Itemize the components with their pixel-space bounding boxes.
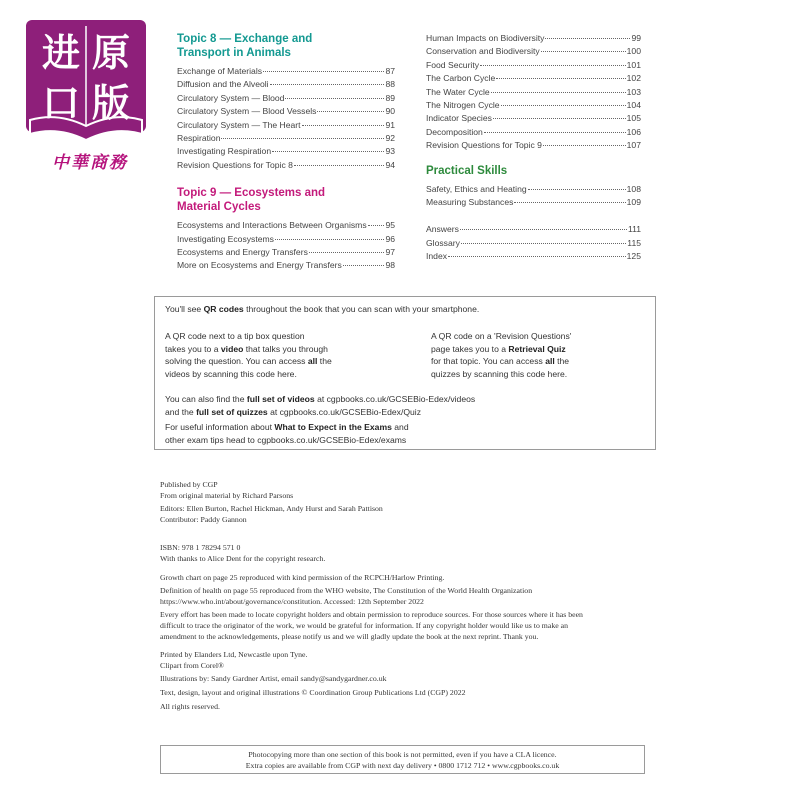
toc-entry-page: 93 [385, 146, 395, 157]
publisher-line: Published by CGP [160, 480, 218, 489]
toc-entry-title: Revision Questions for Topic 9 [426, 140, 542, 151]
logo-char: 口 [41, 81, 80, 125]
toc-entry [426, 250, 641, 263]
qr-codes-info-box [154, 296, 656, 450]
toc-entry [426, 59, 641, 72]
dot-leader [501, 105, 626, 106]
toc-entry-title: Ecosystems and Energy Transfers [177, 247, 308, 258]
original-material-line: From original material by Richard Parsons [160, 490, 294, 500]
toc-entry-page: 97 [385, 247, 395, 258]
dot-leader [480, 65, 626, 66]
dot-leader [545, 38, 630, 39]
toc-entry [177, 78, 395, 91]
toc-entry [177, 119, 395, 132]
toc-entry [426, 237, 641, 250]
logo-char: 版 [91, 81, 130, 125]
dot-leader [543, 145, 626, 146]
toc-entry [426, 45, 641, 58]
copyright-effort-1: Every effort has been made to locate copyright holders and obtain permission to reproduce sources. For those sources where it has been [160, 610, 583, 620]
toc-entry-page: 101 [626, 59, 641, 70]
toc-entry-title: Human Impacts on Biodiversity [426, 33, 545, 43]
toc-entry [426, 86, 641, 99]
dot-leader [448, 256, 626, 257]
dot-leader [491, 92, 626, 93]
dot-leader [263, 71, 384, 72]
toc-entry [177, 219, 395, 232]
illustrations-line: Illustrations by: Sandy Gardner Artist, email sandy@sandygardner.co.uk [160, 674, 387, 684]
extra-copies-notice: Extra copies are available from CGP with next day delivery • 0800 1712 712 • www.cgpbooks.co.uk [245, 761, 560, 770]
toc-entry-page: 92 [385, 133, 395, 144]
topic9-heading: Topic 9 — Ecosystems and Material Cycles [177, 187, 326, 214]
dot-leader [496, 78, 625, 79]
growth-chart-credit: Growth chart on page 25 reproduced with kind permission of the RCPCH/Harlow Printing. [160, 572, 445, 582]
toc-entry-title: More on Ecosystems and Energy Transfers [177, 260, 342, 271]
toc-entry [426, 99, 641, 112]
dot-leader [528, 189, 626, 190]
toc-entry-page: 103 [626, 86, 641, 97]
dot-leader [493, 118, 626, 119]
toc-entry-title: Diffusion and the Alveoli [177, 79, 269, 90]
toc-entry-title: Exchange of Materials [177, 66, 263, 76]
qr-links-text: You can also find the full set of videos at cgpbooks.co.uk/GCSEBio-Edex/videos and the full set of quizzes at cgpbooks.co.uk/GCSEBio-Edex/Quiz For useful information about What to Expect in the Exams and other exam tips head to cgpbooks.co.uk/GCSEBio-Edex/exams [165, 394, 476, 445]
toc-entry-page: 109 [626, 197, 641, 208]
logo-subtitle: 中華商務 [52, 153, 128, 173]
thanks-line: With thanks to Alice Dent for the copyright research. [160, 553, 326, 563]
toc-entry-page: 115 [627, 237, 641, 248]
dot-leader [368, 225, 385, 226]
toc-entry-page: 107 [626, 140, 641, 151]
printer-line: Printed by Elanders Ltd, Newcastle upon Tyne. [160, 650, 308, 660]
toc-entry [177, 233, 395, 246]
toc-entry [177, 145, 395, 158]
qr-intro: You'll see QR codes throughout the book that you can scan with your smartphone. [165, 304, 480, 314]
toc-entry [426, 112, 641, 125]
toc-entry-page: 95 [385, 220, 395, 231]
photocopy-notice: Photocopying more than one section of this book is not permitted, even if you have a CLA licence. [248, 750, 557, 759]
dot-leader [541, 51, 626, 52]
toc-entry-page: 89 [385, 92, 395, 103]
toc-entry [426, 223, 641, 236]
toc-entry [426, 183, 641, 196]
toc-entry-title: The Water Cycle [426, 86, 490, 97]
toc-entry [177, 105, 395, 118]
toc-entry-page: 105 [626, 113, 641, 124]
toc-entry-title: Circulatory System — Blood Vessels [177, 106, 317, 117]
dot-leader [302, 125, 385, 126]
toc-entry [177, 246, 395, 259]
dot-leader [514, 202, 625, 203]
toc-entry-title: Investigating Ecosystems [177, 233, 274, 244]
toc-entry-title: Decomposition [426, 126, 483, 137]
toc-entry-title: Circulatory System — The Heart [177, 119, 301, 130]
definition-credit-1: Definition of health on page 55 reproduced from the WHO website, The Constitution of the World Health Organization [160, 586, 533, 596]
toc-entry [426, 72, 641, 85]
toc-entry-page: 102 [626, 73, 641, 84]
photocopy-notice-box [160, 745, 645, 774]
text-design-copyright: Text, design, layout and original illustrations © Coordination Group Publications Ltd (CGP) 2022 [160, 687, 466, 697]
toc-entry-page: 99 [631, 33, 641, 43]
toc-entry [177, 159, 395, 172]
toc-entry-title: Circulatory System — Blood [177, 92, 285, 103]
toc-left-column [177, 32, 395, 273]
toc-entry-page: 88 [385, 79, 395, 90]
dot-leader [272, 151, 384, 152]
dot-leader [275, 239, 384, 240]
topic8-heading: Topic 8 — Exchange and Transport in Animals [177, 33, 313, 59]
editors-line: Editors: Ellen Burton, Rachel Hickman, Andy Hurst and Sarah Pattison [160, 504, 383, 514]
logo-char: 进 [41, 31, 80, 75]
toc-entry-page: 91 [385, 119, 395, 130]
toc-entry-title: Glossary [426, 237, 460, 248]
toc-entry-title: Measuring Substances [426, 197, 514, 208]
toc-entry-page: 98 [385, 260, 395, 271]
dot-leader [460, 229, 627, 230]
toc-entry-title: Conservation and Biodiversity [426, 46, 540, 57]
toc-entry-page: 125 [626, 251, 641, 262]
imprint-block [160, 480, 650, 712]
toc-entry [177, 65, 395, 78]
dot-leader [309, 252, 385, 253]
toc-entry [426, 196, 641, 209]
definition-credit-2: https://www.who.int/about/governance/constitution. Accessed: 12th September 2022 [160, 596, 424, 606]
toc-entry-page: 94 [385, 159, 395, 170]
logo-characters [36, 28, 136, 128]
practical-skills-heading: Practical Skills [426, 164, 508, 177]
toc-entry-page: 87 [385, 66, 395, 76]
toc-entry-title: Indicator Species [426, 113, 492, 124]
toc-entry [177, 132, 395, 145]
toc-entry-page: 104 [626, 100, 641, 111]
toc-entry [426, 126, 641, 139]
contributor-line: Contributor: Paddy Gannon [160, 514, 247, 524]
toc-entry [426, 32, 641, 45]
toc-entry-title: The Carbon Cycle [426, 73, 496, 84]
dot-leader [270, 84, 385, 85]
toc-entry-title: Safety, Ethics and Heating [426, 183, 527, 194]
toc-entry-page: 96 [385, 233, 395, 244]
toc-entry-title: Respiration [177, 133, 221, 144]
qr-video-text: A QR code next to a tip box question takes you to a video that talks you through solving the question. You can access all the videos by scanning this code here. [165, 331, 332, 379]
toc-entry-title: The Nitrogen Cycle [426, 100, 500, 111]
copyright-effort-3: amendment to the acknowledgements, please notify us and we will gladly update the book at the next reprint. Thank you. [160, 631, 539, 641]
qr-quiz-text: A QR code on a 'Revision Questions' page takes you to a Retrieval Quiz for that topic. You can access all the quizzes by scanning this code here. [431, 331, 572, 379]
toc-entry-title: Food Security [426, 59, 480, 70]
toc-entry [426, 139, 641, 152]
practical-skills-list [426, 183, 641, 210]
topic8-list [177, 65, 395, 172]
dot-leader [317, 111, 384, 112]
copyright-effort-2: difficult to trace the originator of the work, we would be grateful for information. If any copyright holder would like us to make an [160, 620, 568, 630]
dot-leader [285, 98, 384, 99]
toc-entry-page: 100 [626, 46, 641, 57]
toc-entry-title: Answers [426, 224, 459, 235]
toc-entry-page: 108 [626, 183, 641, 194]
toc-right-column [426, 32, 641, 264]
dot-leader [294, 165, 385, 166]
clipart-line: Clipart from Corel® [160, 660, 224, 670]
back-matter-list [426, 223, 641, 263]
toc-entry-title: Investigating Respiration [177, 146, 272, 157]
rights-line: All rights reserved. [160, 701, 220, 711]
import-original-logo [22, 16, 150, 173]
toc-entry-page: 106 [626, 126, 641, 137]
isbn-line: ISBN: 978 1 78294 571 0 [160, 543, 241, 553]
toc-entry-page: 111 [627, 224, 641, 235]
toc-entry [177, 259, 395, 272]
dot-leader [484, 132, 626, 133]
topic9-continued-list [426, 32, 641, 153]
dot-leader [343, 265, 385, 266]
dot-leader [221, 138, 384, 139]
toc-entry [177, 92, 395, 105]
toc-entry-title: Index [426, 251, 448, 262]
toc-entry-page: 90 [385, 106, 395, 117]
dot-leader [461, 243, 626, 244]
toc-entry-title: Ecosystems and Interactions Between Organisms [177, 220, 367, 231]
logo-char: 原 [91, 31, 130, 75]
topic9-list [177, 219, 395, 273]
toc-entry-title: Revision Questions for Topic 8 [177, 159, 293, 170]
